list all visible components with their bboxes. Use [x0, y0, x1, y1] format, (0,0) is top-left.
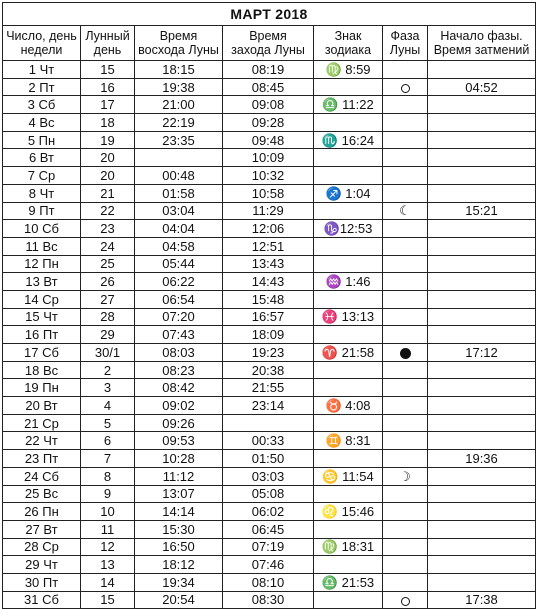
title-row	[3, 3, 536, 26]
phase-start-cell	[428, 220, 536, 238]
zodiac-cell: ♐ 1:04	[314, 184, 383, 202]
moonset-cell: 15:48	[223, 290, 314, 308]
moonrise-cell: 14:14	[135, 503, 223, 521]
moonrise-cell: 04:58	[135, 237, 223, 255]
phase-start-cell: 04:52	[428, 78, 536, 96]
first-quarter-moon-icon: ☽	[399, 468, 411, 484]
moon-phase-cell	[383, 379, 428, 397]
moonrise-cell: 09:53	[135, 432, 223, 450]
phase-start-cell	[428, 538, 536, 556]
table-row	[3, 467, 536, 485]
moonset-cell	[223, 414, 314, 432]
date-cell: 9 Пт	[3, 202, 81, 220]
moonrise-cell: 00:48	[135, 167, 223, 185]
lunar-day-cell: 19	[81, 131, 135, 149]
zodiac-cell: ♑12:53	[314, 220, 383, 238]
zodiac-cell	[314, 379, 383, 397]
lunar-day-cell: 3	[81, 379, 135, 397]
moon-phase-cell	[383, 573, 428, 591]
zodiac-cell	[314, 450, 383, 468]
lunar-day-cell: 25	[81, 255, 135, 273]
header-date-line2: недели	[20, 43, 63, 57]
zodiac-cell	[314, 326, 383, 344]
moon-phase-cell	[383, 78, 428, 96]
header-moonrise-line1: Время	[159, 29, 198, 43]
moonrise-cell	[135, 149, 223, 167]
moonrise-cell: 08:42	[135, 379, 223, 397]
table-row	[3, 591, 536, 609]
date-cell: 3 Сб	[3, 96, 81, 114]
zodiac-cell: ♓ 13:13	[314, 308, 383, 326]
table-row	[3, 397, 536, 415]
date-cell: 14 Ср	[3, 290, 81, 308]
lunar-day-cell: 7	[81, 450, 135, 468]
moon-phase-cell	[383, 467, 428, 485]
phase-start-cell	[428, 114, 536, 132]
lunar-day-cell: 6	[81, 432, 135, 450]
moonset-cell: 11:29	[223, 202, 314, 220]
moon-phase-cell	[383, 290, 428, 308]
moonrise-cell: 19:38	[135, 78, 223, 96]
moon-phase-cell	[383, 184, 428, 202]
lunar-day-cell: 13	[81, 556, 135, 574]
lunar-day-cell: 14	[81, 573, 135, 591]
zodiac-cell	[314, 485, 383, 503]
header-row	[3, 26, 536, 61]
table-row	[3, 131, 536, 149]
moonset-cell: 06:45	[223, 520, 314, 538]
zodiac-cell	[314, 591, 383, 609]
moonrise-cell: 16:50	[135, 538, 223, 556]
date-cell: 5 Пн	[3, 131, 81, 149]
lunar-day-cell: 5	[81, 414, 135, 432]
header-moonset-line1: Время	[249, 29, 287, 43]
moon-phase-cell	[383, 220, 428, 238]
date-cell: 12 Пн	[3, 255, 81, 273]
moonset-cell: 16:57	[223, 308, 314, 326]
moonset-cell: 00:33	[223, 432, 314, 450]
lunar-day-cell: 2	[81, 361, 135, 379]
moonset-cell: 20:38	[223, 361, 314, 379]
moon-phase-cell	[383, 61, 428, 79]
phase-start-cell	[428, 308, 536, 326]
moonrise-cell: 06:54	[135, 290, 223, 308]
date-cell: 17 Сб	[3, 344, 81, 362]
calendar-body	[3, 61, 536, 609]
zodiac-cell: ♍ 8:59	[314, 61, 383, 79]
moonrise-cell: 04:04	[135, 220, 223, 238]
date-cell: 31 Сб	[3, 591, 81, 609]
full-moon-icon	[401, 597, 410, 606]
header-moon-phase-line1: Фаза	[390, 29, 420, 43]
zodiac-cell: ♏ 16:24	[314, 131, 383, 149]
table-row	[3, 326, 536, 344]
lunar-day-cell: 27	[81, 290, 135, 308]
moonrise-cell: 18:15	[135, 61, 223, 79]
table-row	[3, 361, 536, 379]
lunar-day-cell: 28	[81, 308, 135, 326]
phase-start-cell	[428, 485, 536, 503]
date-cell: 11 Вс	[3, 237, 81, 255]
lunar-day-cell: 30/1	[81, 344, 135, 362]
zodiac-cell	[314, 290, 383, 308]
table-row	[3, 379, 536, 397]
zodiac-cell: ♉ 4:08	[314, 397, 383, 415]
lunar-day-cell: 12	[81, 538, 135, 556]
moon-phase-cell	[383, 255, 428, 273]
header-zodiac-line2: зодиака	[324, 43, 372, 57]
moonrise-cell: 09:02	[135, 397, 223, 415]
table-row	[3, 308, 536, 326]
date-cell: 16 Пт	[3, 326, 81, 344]
table-row	[3, 485, 536, 503]
last-quarter-moon-icon: ☾	[399, 203, 411, 219]
moonset-cell: 12:06	[223, 220, 314, 238]
phase-start-cell	[428, 184, 536, 202]
moonset-cell: 09:08	[223, 96, 314, 114]
moonset-cell: 05:08	[223, 485, 314, 503]
lunar-day-cell: 26	[81, 273, 135, 291]
header-moonrise-line2: восхода Луны	[138, 43, 219, 57]
header-moon-phase	[383, 26, 428, 61]
moon-phase-cell	[383, 591, 428, 609]
moonset-cell: 08:45	[223, 78, 314, 96]
moon-phase-cell	[383, 237, 428, 255]
table-row	[3, 255, 536, 273]
header-phase-start	[428, 26, 536, 61]
lunar-day-cell: 15	[81, 61, 135, 79]
zodiac-cell	[314, 255, 383, 273]
moon-phase-cell	[383, 520, 428, 538]
moon-phase-cell	[383, 432, 428, 450]
moonset-cell: 07:46	[223, 556, 314, 574]
lunar-day-cell: 24	[81, 237, 135, 255]
table-row	[3, 61, 536, 79]
moonrise-cell: 19:34	[135, 573, 223, 591]
date-cell: 18 Вс	[3, 361, 81, 379]
moonrise-cell: 07:43	[135, 326, 223, 344]
moonset-cell: 14:43	[223, 273, 314, 291]
phase-start-cell	[428, 414, 536, 432]
table-row	[3, 167, 536, 185]
date-cell: 10 Сб	[3, 220, 81, 238]
phase-start-cell	[428, 467, 536, 485]
moonrise-cell: 22:19	[135, 114, 223, 132]
moonset-cell: 01:50	[223, 450, 314, 468]
date-cell: 23 Пт	[3, 450, 81, 468]
zodiac-cell: ♎ 11:22	[314, 96, 383, 114]
header-phase-start-line2: Время затмений	[433, 43, 530, 57]
date-cell: 22 Чт	[3, 432, 81, 450]
phase-start-cell	[428, 432, 536, 450]
lunar-day-cell: 10	[81, 503, 135, 521]
moonrise-cell: 05:44	[135, 255, 223, 273]
moonrise-cell: 23:35	[135, 131, 223, 149]
moonset-cell: 10:58	[223, 184, 314, 202]
table-row	[3, 432, 536, 450]
phase-start-cell	[428, 361, 536, 379]
date-cell: 2 Пт	[3, 78, 81, 96]
date-cell: 4 Вс	[3, 114, 81, 132]
date-cell: 27 Вт	[3, 520, 81, 538]
zodiac-cell	[314, 149, 383, 167]
table-row	[3, 503, 536, 521]
moonrise-cell: 01:58	[135, 184, 223, 202]
moon-phase-cell	[383, 308, 428, 326]
moonrise-cell: 03:04	[135, 202, 223, 220]
date-cell: 6 Вт	[3, 149, 81, 167]
date-cell: 28 Ср	[3, 538, 81, 556]
moonrise-cell: 06:22	[135, 273, 223, 291]
header-phase-start-line1: Начало фазы.	[440, 29, 523, 43]
zodiac-cell	[314, 202, 383, 220]
phase-start-cell	[428, 573, 536, 591]
moonrise-cell: 21:00	[135, 96, 223, 114]
phase-start-cell	[428, 273, 536, 291]
lunar-day-cell: 15	[81, 591, 135, 609]
moon-phase-cell	[383, 485, 428, 503]
table-row	[3, 149, 536, 167]
phase-start-cell	[428, 131, 536, 149]
table-row	[3, 290, 536, 308]
moon-phase-cell	[383, 149, 428, 167]
moonrise-cell: 11:12	[135, 467, 223, 485]
moon-phase-cell	[383, 202, 428, 220]
date-cell: 8 Чт	[3, 184, 81, 202]
header-lunar-day	[81, 26, 135, 61]
moon-phase-cell	[383, 114, 428, 132]
lunar-day-cell: 23	[81, 220, 135, 238]
phase-start-cell	[428, 290, 536, 308]
zodiac-cell: ♊ 8:31	[314, 432, 383, 450]
zodiac-cell	[314, 167, 383, 185]
moonset-cell: 09:48	[223, 131, 314, 149]
table-row	[3, 202, 536, 220]
table-row	[3, 78, 536, 96]
lunar-day-cell: 21	[81, 184, 135, 202]
zodiac-cell: ♎ 21:53	[314, 573, 383, 591]
table-row	[3, 344, 536, 362]
phase-start-cell: 15:21	[428, 202, 536, 220]
phase-start-cell	[428, 255, 536, 273]
lunar-day-cell: 9	[81, 485, 135, 503]
moonset-cell: 08:30	[223, 591, 314, 609]
date-cell: 7 Ср	[3, 167, 81, 185]
moonset-cell: 07:19	[223, 538, 314, 556]
zodiac-cell	[314, 414, 383, 432]
date-cell: 29 Чт	[3, 556, 81, 574]
moonset-cell: 06:02	[223, 503, 314, 521]
table-row	[3, 96, 536, 114]
zodiac-cell	[314, 361, 383, 379]
moonrise-cell: 08:03	[135, 344, 223, 362]
moonset-cell: 12:51	[223, 237, 314, 255]
phase-start-cell: 17:12	[428, 344, 536, 362]
zodiac-cell	[314, 237, 383, 255]
phase-start-cell: 17:38	[428, 591, 536, 609]
lunar-day-cell: 11	[81, 520, 135, 538]
moonset-cell: 08:19	[223, 61, 314, 79]
moon-phase-cell	[383, 556, 428, 574]
table-row	[3, 450, 536, 468]
header-moonset-line2: захода Луны	[231, 43, 305, 57]
header-zodiac	[314, 26, 383, 61]
table-row	[3, 573, 536, 591]
moonset-cell: 08:10	[223, 573, 314, 591]
table-row	[3, 556, 536, 574]
moonrise-cell: 08:23	[135, 361, 223, 379]
zodiac-cell: ♍ 18:31	[314, 538, 383, 556]
date-cell: 30 Пт	[3, 573, 81, 591]
moonrise-cell: 15:30	[135, 520, 223, 538]
zodiac-cell: ♌ 15:46	[314, 503, 383, 521]
phase-start-cell	[428, 397, 536, 415]
date-cell: 13 Вт	[3, 273, 81, 291]
moon-phase-cell	[383, 450, 428, 468]
header-date	[3, 26, 81, 61]
moon-phase-cell	[383, 273, 428, 291]
phase-start-cell	[428, 326, 536, 344]
moonset-cell: 10:32	[223, 167, 314, 185]
date-cell: 24 Сб	[3, 467, 81, 485]
table-row	[3, 237, 536, 255]
moonrise-cell: 09:26	[135, 414, 223, 432]
zodiac-cell: ♒ 1:46	[314, 273, 383, 291]
moonrise-cell: 20:54	[135, 591, 223, 609]
header-date-line1: Число, день	[6, 29, 77, 43]
lunar-day-cell: 8	[81, 467, 135, 485]
moonrise-cell: 10:28	[135, 450, 223, 468]
date-cell: 21 Ср	[3, 414, 81, 432]
moonset-cell: 03:03	[223, 467, 314, 485]
table-row	[3, 273, 536, 291]
table-row	[3, 184, 536, 202]
phase-start-cell	[428, 167, 536, 185]
zodiac-cell: ♋ 11:54	[314, 467, 383, 485]
moon-phase-cell	[383, 414, 428, 432]
moonset-cell: 23:14	[223, 397, 314, 415]
phase-start-cell: 19:36	[428, 450, 536, 468]
phase-start-cell	[428, 149, 536, 167]
date-cell: 19 Пн	[3, 379, 81, 397]
moonrise-cell: 18:12	[135, 556, 223, 574]
table-title: МАРТ 2018	[3, 3, 536, 26]
phase-start-cell	[428, 237, 536, 255]
lunar-day-cell: 18	[81, 114, 135, 132]
zodiac-cell	[314, 556, 383, 574]
lunar-day-cell: 17	[81, 96, 135, 114]
moon-phase-cell	[383, 131, 428, 149]
moonset-cell: 18:09	[223, 326, 314, 344]
table-row	[3, 114, 536, 132]
moonset-cell: 13:43	[223, 255, 314, 273]
moonset-cell: 09:28	[223, 114, 314, 132]
phase-start-cell	[428, 96, 536, 114]
zodiac-cell	[314, 114, 383, 132]
table-row	[3, 220, 536, 238]
moonrise-cell: 13:07	[135, 485, 223, 503]
phase-start-cell	[428, 379, 536, 397]
phase-start-cell	[428, 556, 536, 574]
moon-phase-cell	[383, 326, 428, 344]
header-moonrise	[135, 26, 223, 61]
zodiac-cell: ♈ 21:58	[314, 344, 383, 362]
lunar-day-cell: 16	[81, 78, 135, 96]
header-moonset	[223, 26, 314, 61]
header-zodiac-line1: Знак	[334, 29, 362, 43]
phase-start-cell	[428, 503, 536, 521]
date-cell: 15 Чт	[3, 308, 81, 326]
date-cell: 25 Вс	[3, 485, 81, 503]
header-lunar-day-line1: Лунный	[85, 29, 130, 43]
lunar-day-cell: 20	[81, 167, 135, 185]
moon-phase-cell	[383, 96, 428, 114]
moonrise-cell: 07:20	[135, 308, 223, 326]
moon-phase-cell	[383, 538, 428, 556]
moon-phase-cell	[383, 397, 428, 415]
header-lunar-day-line2: день	[93, 43, 122, 57]
moonset-cell: 21:55	[223, 379, 314, 397]
moon-phase-cell	[383, 344, 428, 362]
phase-start-cell	[428, 61, 536, 79]
moon-calendar-table	[2, 2, 536, 609]
new-moon-icon	[400, 348, 411, 359]
lunar-day-cell: 22	[81, 202, 135, 220]
zodiac-cell	[314, 520, 383, 538]
table-row	[3, 414, 536, 432]
date-cell: 1 Чт	[3, 61, 81, 79]
lunar-day-cell: 29	[81, 326, 135, 344]
table-row	[3, 538, 536, 556]
moon-phase-cell	[383, 361, 428, 379]
calendar-table-wrapper	[2, 2, 536, 609]
table-row	[3, 520, 536, 538]
full-moon-icon	[401, 84, 410, 93]
moon-phase-cell	[383, 167, 428, 185]
moonset-cell: 10:09	[223, 149, 314, 167]
lunar-day-cell: 4	[81, 397, 135, 415]
date-cell: 26 Пн	[3, 503, 81, 521]
zodiac-cell	[314, 78, 383, 96]
header-moon-phase-line2: Луны	[389, 43, 421, 57]
moonset-cell: 19:23	[223, 344, 314, 362]
lunar-day-cell: 20	[81, 149, 135, 167]
date-cell: 20 Вт	[3, 397, 81, 415]
moon-phase-cell	[383, 503, 428, 521]
phase-start-cell	[428, 520, 536, 538]
